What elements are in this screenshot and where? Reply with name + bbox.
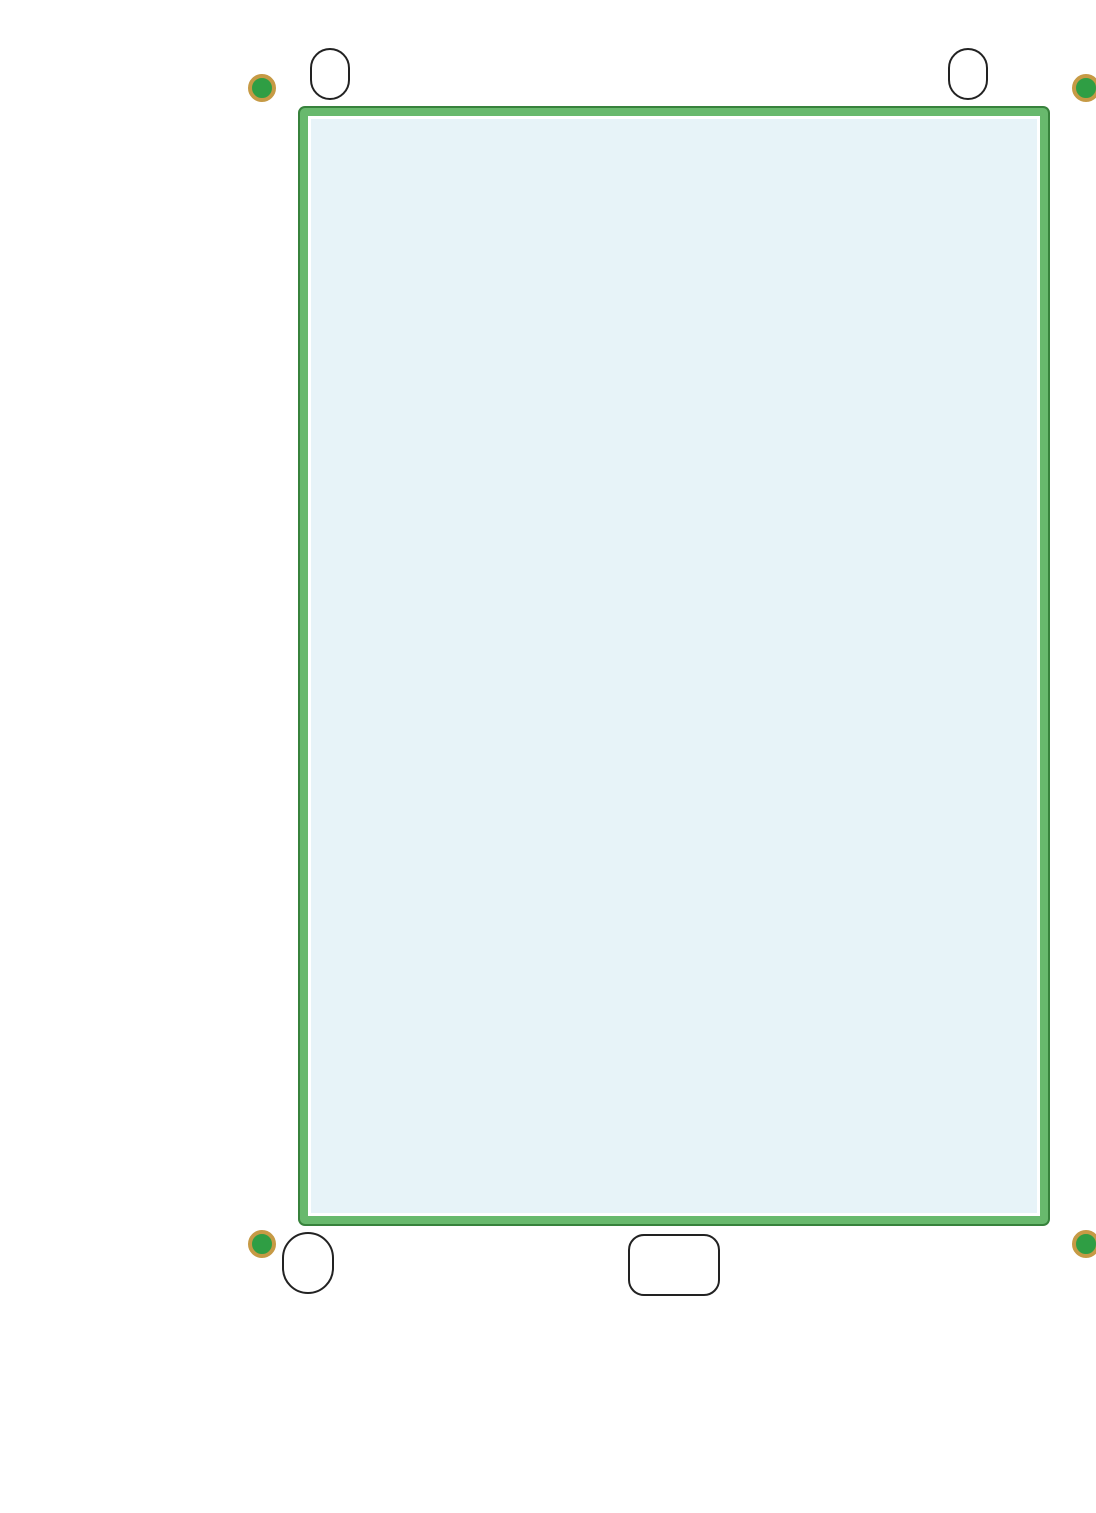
border-strip-right <box>1050 108 1096 1224</box>
quran-text-panel <box>300 108 1048 1224</box>
surah-name-cartouche <box>310 48 350 100</box>
page-number <box>628 1234 720 1296</box>
juz-name-cartouche <box>948 48 988 100</box>
quran-lines <box>326 130 1022 1202</box>
frame-corner-ornament <box>248 1230 276 1258</box>
border-strip-left <box>254 108 300 1224</box>
catchword-cartouche <box>282 1232 334 1294</box>
frame-corner-ornament <box>1072 74 1096 102</box>
frame-corner-ornament <box>248 74 276 102</box>
decorated-frame <box>256 34 1092 1296</box>
frame-corner-ornament <box>1072 1230 1096 1258</box>
